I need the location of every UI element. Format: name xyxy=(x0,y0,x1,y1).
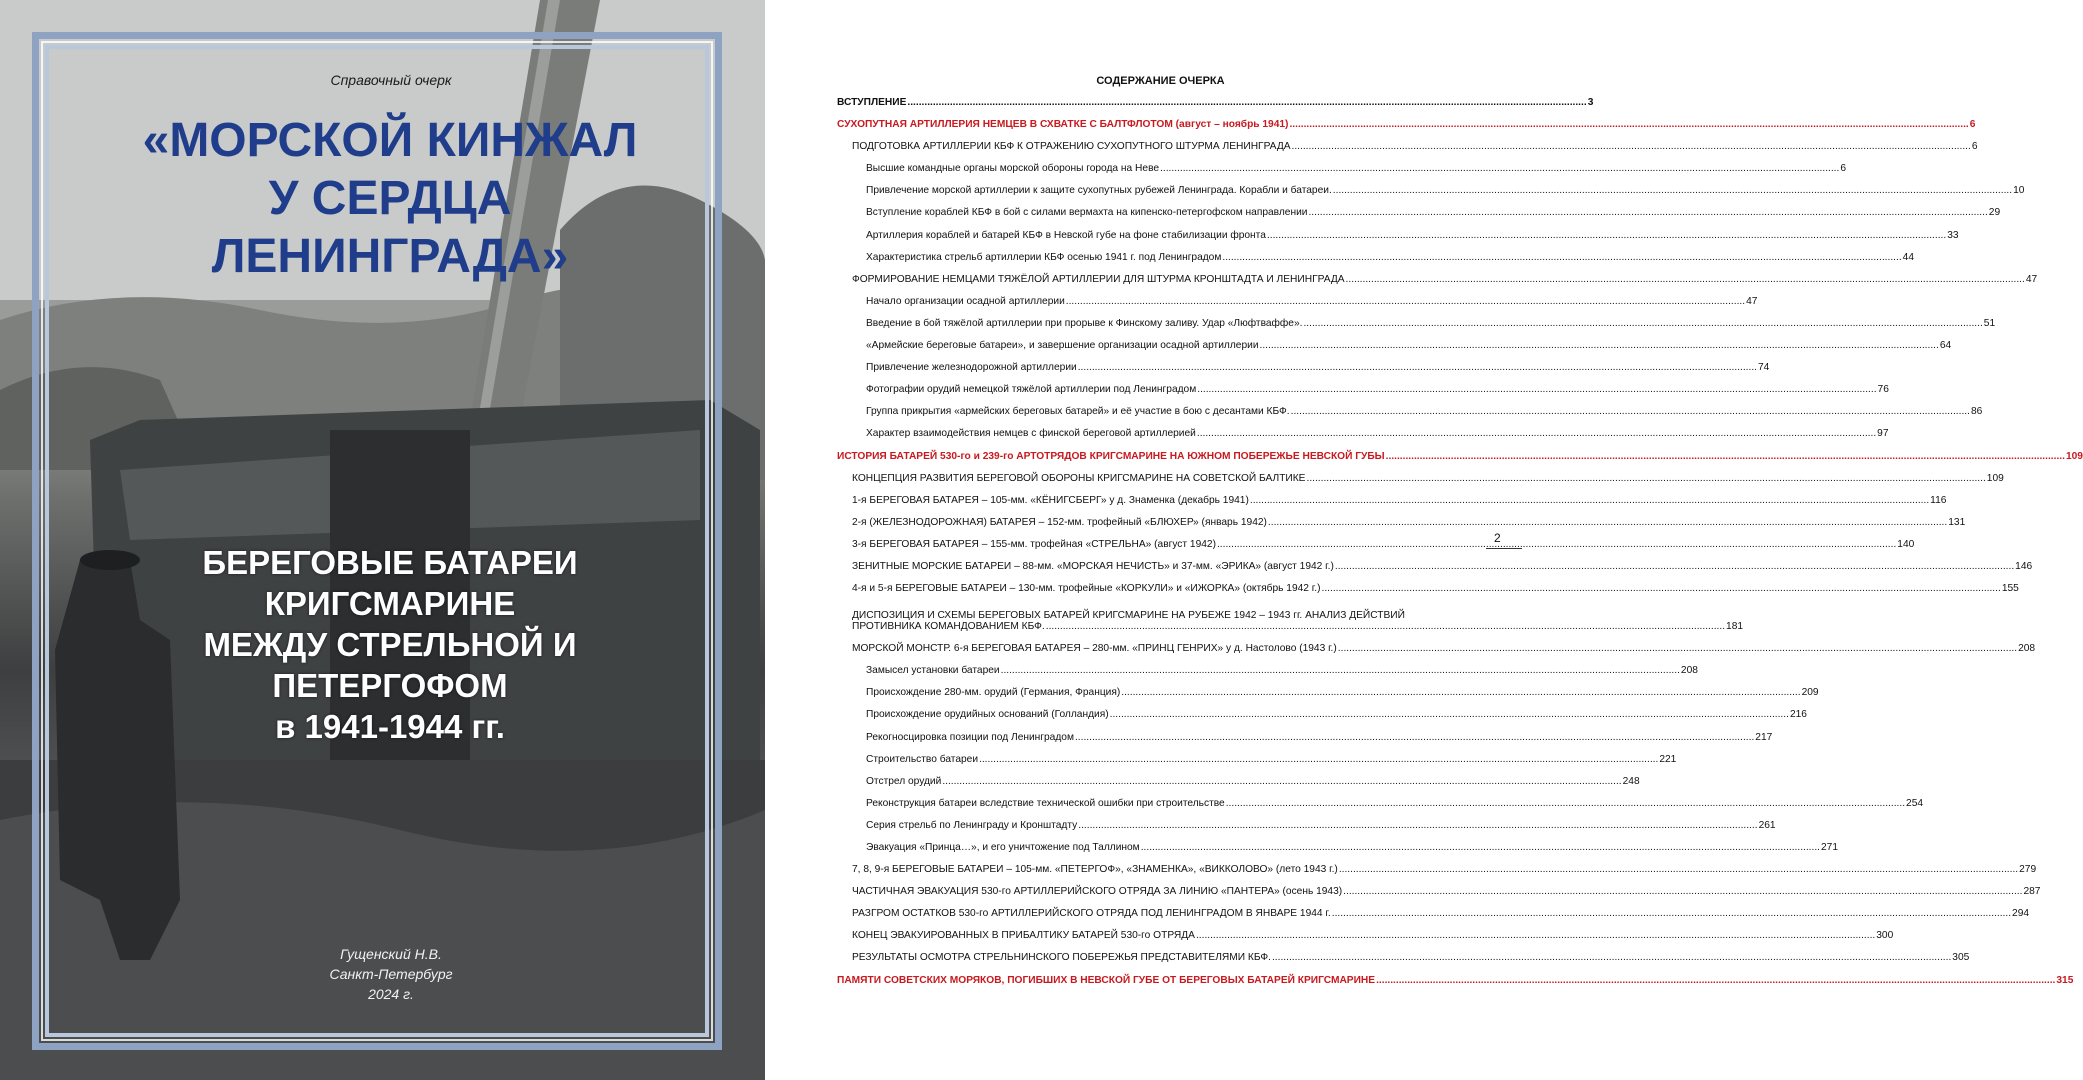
toc-entry[interactable] xyxy=(832,395,1983,418)
cover-title xyxy=(80,112,700,286)
toc-entry-title: Характеристика стрельб артиллерии КБФ осенью 1941 г. под Ленинградом xyxy=(866,251,1222,263)
toc-entry-leader xyxy=(1001,665,1680,676)
toc-entry-leader xyxy=(1196,930,1875,941)
toc-entry-leader xyxy=(1078,362,1757,373)
toc-entry[interactable] xyxy=(832,831,1839,853)
toc-entry-page: 97 xyxy=(1877,428,1889,440)
toc-entry[interactable] xyxy=(832,417,1889,440)
toc-entry-title: ПАМЯТИ СОВЕТСКИХ МОРЯКОВ, ПОГИБШИХ В НЕВСКОЙ ГУБЕ ОТ БЕРЕГОВЫХ БАТАРЕЙ КРИГСМАРИНЕ xyxy=(837,974,1376,986)
toc-entry-title: ЧАСТИЧНАЯ ЭВАКУАЦИЯ 530-го АРТИЛЛЕРИЙСКОГО ОТРЯДА ЗА ЛИНИЮ «ПАНТЕРА» (осень 1943) xyxy=(852,886,1343,898)
toc-entry-leader xyxy=(1110,709,1789,720)
toc-entry[interactable] xyxy=(832,853,2037,876)
toc-entry-page: 315 xyxy=(2056,974,2074,986)
toc-entry-title: Группа прикрытия «армейских береговых батарей» и её участие в бою с десантами КБФ. xyxy=(866,406,1290,418)
toc-entry[interactable] xyxy=(832,307,1996,329)
page-number: 2 xyxy=(1494,531,1501,545)
toc-entry-title: Фотографии орудий немецкой тяжёлой артиллерии под Ленинградом xyxy=(866,384,1197,396)
toc-entry-leader xyxy=(1046,621,1725,632)
toc-entry-page: 217 xyxy=(1755,731,1773,743)
toc-entry-page: 155 xyxy=(2001,583,2019,595)
toc-entry-title: ФОРМИРОВАНИЕ НЕМЦАМИ ТЯЖЁЛОЙ АРТИЛЛЕРИИ ДЛЯ ШТУРМА КРОНШТАДТА И ЛЕНИНГРАДА xyxy=(852,273,1345,285)
toc-entry-page: 44 xyxy=(1902,251,1915,263)
cover-city: Санкт-Петербург xyxy=(329,966,453,982)
toc-entry-leader xyxy=(1260,340,1939,351)
toc-entry-page: 287 xyxy=(2023,886,2041,898)
toc-entry-page: 74 xyxy=(1758,362,1770,374)
toc-entry[interactable] xyxy=(832,632,2036,655)
toc-entry-title: 1-я БЕРЕГОВАЯ БАТАРЕЯ – 105-мм. «КЁНИГСБЕРГ» у д. Знаменка (декабрь 1941) xyxy=(852,494,1249,506)
toc-entry[interactable] xyxy=(832,174,2025,197)
cover-subtitle-line: в 1941-1944 гг. xyxy=(275,708,505,745)
toc-entry-leader xyxy=(1386,451,2065,462)
toc-entry-leader xyxy=(1332,908,2011,919)
toc-entry-title: Привлечение морской артиллерии к защите сухопутных рубежей Ленинграда. Корабли и батареи. xyxy=(866,185,1332,197)
toc-entry-page: 116 xyxy=(1930,494,1947,506)
toc-entry-leader xyxy=(1292,141,1971,152)
toc-entry-leader xyxy=(942,776,1621,787)
toc-entry-title: Высшие командные органы морской обороны города на Неве xyxy=(866,163,1160,175)
toc-entry[interactable] xyxy=(832,594,1744,633)
toc-entry-title: РЕЗУЛЬТАТЫ ОСМОТРА СТРЕЛЬНИНСКОГО ПОБЕРЕЖЬЯ ПРЕДСТАВИТЕЛЯМИ КБФ. xyxy=(852,952,1271,964)
cover-label: Справочный очерк xyxy=(330,72,452,88)
toc-entry-title: 7, 8, 9-я БЕРЕГОВЫЕ БАТАРЕИ – 105-мм. «ПЕТЕРГОФ», «ЗНАМЕНКА», «ВИККОЛОВО» (лето 1943 г.) xyxy=(852,864,1338,876)
toc-entry-leader xyxy=(1141,842,1820,853)
toc-entry[interactable] xyxy=(832,550,2033,572)
toc-entry-title: Замысел установки батареи xyxy=(866,665,1000,677)
toc-entry-title: Отстрел орудий xyxy=(866,775,942,787)
toc-entry[interactable] xyxy=(832,963,2074,986)
toc-entry-leader xyxy=(1308,207,1987,218)
toc-entry-page: 51 xyxy=(1983,317,1996,329)
toc-entry-title: СУХОПУТНАЯ АРТИЛЛЕРИЯ НЕМЦЕВ В СХВАТКЕ С БАЛТФЛОТОМ (август – ноябрь 1941) xyxy=(837,119,1289,131)
toc-entry[interactable] xyxy=(832,676,1819,699)
toc-entry-page: 208 xyxy=(2018,643,2036,655)
cover-title-line: ЛЕНИНГРАДА» xyxy=(211,230,569,283)
toc-entry-page: 6 xyxy=(1971,141,1978,153)
toc-entry-title: «Армейские береговые батареи», и завершение организации осадной артиллерии xyxy=(866,340,1259,352)
toc-entry-title: КОНЦЕПЦИЯ РАЗВИТИЯ БЕРЕГОВОЙ ОБОРОНЫ КРИГСМАРИНЕ НА СОВЕТСКОЙ БАЛТИКЕ xyxy=(852,472,1306,484)
toc-entry-title: Начало организации осадной артиллерии xyxy=(866,295,1065,307)
toc-entry[interactable] xyxy=(832,875,2041,898)
toc-entry[interactable] xyxy=(832,919,1894,942)
toc-entry-title: Серия стрельб по Ленинграду и Кронштадту xyxy=(866,819,1078,831)
toc-entry-leader xyxy=(1306,473,1985,484)
toc-entry-leader xyxy=(1121,687,1800,698)
toc-entry-title: Происхождение 280-мм. орудий (Германия, Франция) xyxy=(866,687,1121,699)
toc-entry[interactable] xyxy=(832,130,1978,153)
toc-entry-title: Вступление кораблей КБФ в бой с силами вермахта на кипенско-петергофском направлении xyxy=(866,207,1308,219)
toc-entry-title: 3-я БЕРЕГОВАЯ БАТАРЕЯ – 155-мм. трофейная «СТРЕЛЬНА» (август 1942) xyxy=(852,538,1216,550)
toc-entry[interactable] xyxy=(832,941,1970,964)
toc-entry-page: 86 xyxy=(1970,406,1983,418)
toc-heading: СОДЕРЖАНИЕ ОЧЕРКА xyxy=(1096,75,1225,87)
toc-list xyxy=(832,90,2083,986)
toc-entry[interactable] xyxy=(832,506,1966,528)
toc-entry-leader xyxy=(1222,252,1901,263)
toc-entry-page: 216 xyxy=(1789,709,1807,721)
toc-entry[interactable] xyxy=(832,196,2001,219)
toc-entry-page: 29 xyxy=(1988,207,2001,219)
toc-entry[interactable] xyxy=(832,528,1915,550)
toc-entry[interactable] xyxy=(832,263,2038,285)
toc-entry[interactable] xyxy=(832,90,1594,108)
cover-subtitle-line: КРИГСМАРИНЕ xyxy=(264,585,516,622)
toc-entry-page: 47 xyxy=(2025,273,2038,285)
toc-entry-page: 271 xyxy=(1821,842,1839,853)
page-number-rule xyxy=(1486,548,1522,549)
toc-entry-title: Введение в бой тяжёлой артиллерии при прорыве к Финскому заливу. Удар «Люфтваффе». xyxy=(866,317,1303,329)
toc-entry-leader xyxy=(1303,318,1982,329)
cover-author: Гущенский Н.В. xyxy=(340,946,442,962)
cover-subtitle xyxy=(120,542,660,747)
toc-entry-title: ИСТОРИЯ БАТАРЕЙ 530-го и 239-го АРТОТРЯДОВ КРИГСМАРИНЕ НА ЮЖНОМ ПОБЕРЕЖЬЕ НЕВСКОЙ ГУБЫ xyxy=(837,450,1385,462)
toc-entry[interactable] xyxy=(832,218,1959,241)
toc-entry[interactable] xyxy=(832,329,1952,352)
toc-entry[interactable] xyxy=(832,787,1924,809)
toc-entry-page: 47 xyxy=(1746,295,1758,307)
toc-entry-title-cont: ПРОТИВНИКА КОМАНДОВАНИЕМ КБФ. xyxy=(852,621,1045,633)
toc-entry-title: ЗЕНИТНЫЕ МОРСКИЕ БАТАРЕИ – 88-мм. «МОРСКАЯ НЕЧИСТЬ» и 37-мм. «ЭРИКА» (август 1942 г.) xyxy=(852,560,1334,572)
toc-entry-leader xyxy=(1217,539,1896,550)
cover-subtitle-line: БЕРЕГОВЫЕ БАТАРЕИ xyxy=(202,544,578,581)
toc-entry-leader xyxy=(907,97,1586,108)
toc-entry[interactable] xyxy=(832,720,1773,743)
toc-entry-leader xyxy=(1338,643,2017,654)
toc-entry-title: Привлечение железнодорожной артиллерии xyxy=(866,362,1077,374)
toc-entry-page: 109 xyxy=(1986,472,2004,484)
toc-entry-page: 10 xyxy=(2013,185,2025,197)
toc-entry-page: 3 xyxy=(1587,97,1594,108)
toc-entry-title: 2-я (ЖЕЛЕЗНОДОРОЖНАЯ) БАТАРЕЯ – 152-мм. трофейный «БЛЮХЕР» (январь 1942) xyxy=(852,516,1267,528)
toc-entry-page: 261 xyxy=(1758,819,1776,831)
toc-entry-leader xyxy=(1333,185,2012,196)
toc-entry-title: Реконструкция батареи вследствие технической ошибки при строительстве xyxy=(866,797,1225,809)
toc-entry-leader xyxy=(1160,163,1839,174)
toc-entry-leader xyxy=(1226,798,1905,809)
table-of-contents xyxy=(832,72,2083,986)
toc-entry-page: 294 xyxy=(2012,908,2030,920)
toc-entry[interactable] xyxy=(832,765,1640,787)
toc-entry-leader xyxy=(1291,406,1970,417)
toc-entry-page: 6 xyxy=(1840,163,1847,175)
toc-entry-title: Строительство батареи xyxy=(866,753,979,765)
toc-entry-title: 4-я и 5-я БЕРЕГОВЫЕ БАТАРЕИ – 130-мм. трофейные «КОРКУЛИ» и «ИЖОРКА» (октябрь 1942 г.) xyxy=(852,583,1321,595)
cover-subtitle-line: ПЕТЕРГОФОМ xyxy=(272,667,508,704)
toc-entry-leader xyxy=(1075,732,1754,743)
toc-entry[interactable] xyxy=(832,439,2083,462)
toc-entry-title: ПОДГОТОВКА АРТИЛЛЕРИИ КБФ К ОТРАЖЕНИЮ СУХОПУТНОГО ШТУРМА ЛЕНИНГРАДА xyxy=(852,141,1291,153)
toc-entry-leader xyxy=(1289,119,1968,130)
cover-year: 2024 г. xyxy=(368,986,414,1002)
toc-entry-title: РАЗГРОМ ОСТАТКОВ 530-го АРТИЛЛЕРИЙСКОГО ОТРЯДА ПОД ЛЕНИНГРАДОМ В ЯНВАРЕ 1944 г. xyxy=(852,908,1331,920)
cover-title-line: «МОРСКОЙ КИНЖАЛ xyxy=(142,114,638,167)
toc-entry-title: Эвакуация «Принца…», и его уничтожение под Таллином xyxy=(866,842,1140,853)
toc-entry-page: 109 xyxy=(2065,450,2083,462)
toc-entry-page: 305 xyxy=(1952,952,1970,964)
toc-entry-page: 64 xyxy=(1939,340,1952,352)
toc-entry[interactable] xyxy=(832,152,1847,175)
toc-entry[interactable] xyxy=(832,743,1677,765)
cover-imprint xyxy=(0,944,782,1004)
toc-entry[interactable] xyxy=(832,351,1770,374)
toc-entry-leader xyxy=(1197,384,1876,395)
toc-entry-page: 300 xyxy=(1876,930,1894,942)
toc-entry-leader xyxy=(1346,274,2025,285)
toc-entry[interactable] xyxy=(832,654,1698,677)
toc-entry-leader xyxy=(1066,296,1745,307)
cover-title-line: У СЕРДЦА xyxy=(268,172,512,225)
toc-entry-page: 131 xyxy=(1948,516,1966,528)
toc-entry[interactable] xyxy=(832,572,2019,595)
toc-entry[interactable] xyxy=(832,241,1915,263)
toc-entry[interactable] xyxy=(832,285,1758,307)
toc-entry-leader xyxy=(1268,517,1947,528)
toc-entry-title: Происхождение орудийных оснований (Голландия) xyxy=(866,709,1109,721)
toc-entry-page: 33 xyxy=(1947,229,1959,241)
toc-entry-leader xyxy=(1267,230,1946,241)
cover-subtitle-line: МЕЖДУ СТРЕЛЬНОЙ И xyxy=(203,626,577,663)
toc-entry-leader xyxy=(1250,495,1929,506)
toc-entry-title: ДИСПОЗИЦИЯ И СХЕМЫ БЕРЕГОВЫХ БАТАРЕЙ КРИГСМАРИНЕ НА РУБЕЖЕ 1942 – 1943 гг. АНАЛИЗ ДЕЙСТВИЙ xyxy=(852,610,1405,622)
toc-entry-page: 6 xyxy=(1969,119,1976,131)
toc-entry-page: 181 xyxy=(1726,621,1744,633)
toc-entry-page: 279 xyxy=(2019,864,2037,876)
toc-entry-page: 146 xyxy=(2015,560,2033,572)
toc-entry-leader xyxy=(1343,886,2022,897)
toc-entry-leader xyxy=(1339,864,2018,875)
toc-entry-page: 221 xyxy=(1659,753,1677,765)
toc-entry-title: Артиллерия кораблей и батарей КБФ в Невской губе на фоне стабилизации фронта xyxy=(866,229,1266,241)
toc-entry-page: 254 xyxy=(1906,797,1924,809)
toc-entry-page: 140 xyxy=(1897,538,1915,550)
toc-entry-leader xyxy=(1322,583,2001,594)
toc-entry-leader xyxy=(1078,820,1757,831)
toc-entry-leader xyxy=(979,754,1658,765)
toc-entry-leader xyxy=(1197,428,1876,439)
toc-entry-leader xyxy=(1272,952,1951,963)
toc-entry-title: Характер взаимодействия немцев с финской береговой артиллерией xyxy=(866,428,1196,440)
toc-entry-page: 209 xyxy=(1801,687,1819,699)
toc-entry-page: 208 xyxy=(1680,665,1698,677)
toc-entry-title: КОНЕЦ ЭВАКУИРОВАННЫХ В ПРИБАЛТИКУ БАТАРЕЙ 530-го ОТРЯДА xyxy=(852,930,1195,942)
toc-entry[interactable] xyxy=(832,462,2004,484)
toc-entry-title: МОРСКОЙ МОНСТР. 6-я БЕРЕГОВАЯ БАТАРЕЯ – 280-мм. «ПРИНЦ ГЕНРИХ» у д. Настолово (1943 г.) xyxy=(852,643,1337,655)
toc-entry[interactable] xyxy=(832,108,1976,131)
toc-entry[interactable] xyxy=(832,698,1807,721)
toc-entry[interactable] xyxy=(832,897,2030,920)
toc-entry-title: Рекогносцировка позиции под Ленинградом xyxy=(866,731,1074,743)
toc-entry-title: ВСТУПЛЕНИЕ xyxy=(837,97,907,108)
book-cover xyxy=(0,0,765,1080)
toc-entry-leader xyxy=(1335,561,2014,572)
toc-entry[interactable] xyxy=(832,373,1889,396)
toc-entry-leader xyxy=(1376,975,2055,986)
toc-entry[interactable] xyxy=(832,809,1776,831)
toc-entry-page: 76 xyxy=(1877,384,1889,396)
toc-entry[interactable] xyxy=(832,484,1947,506)
toc-entry-page: 248 xyxy=(1622,775,1640,787)
